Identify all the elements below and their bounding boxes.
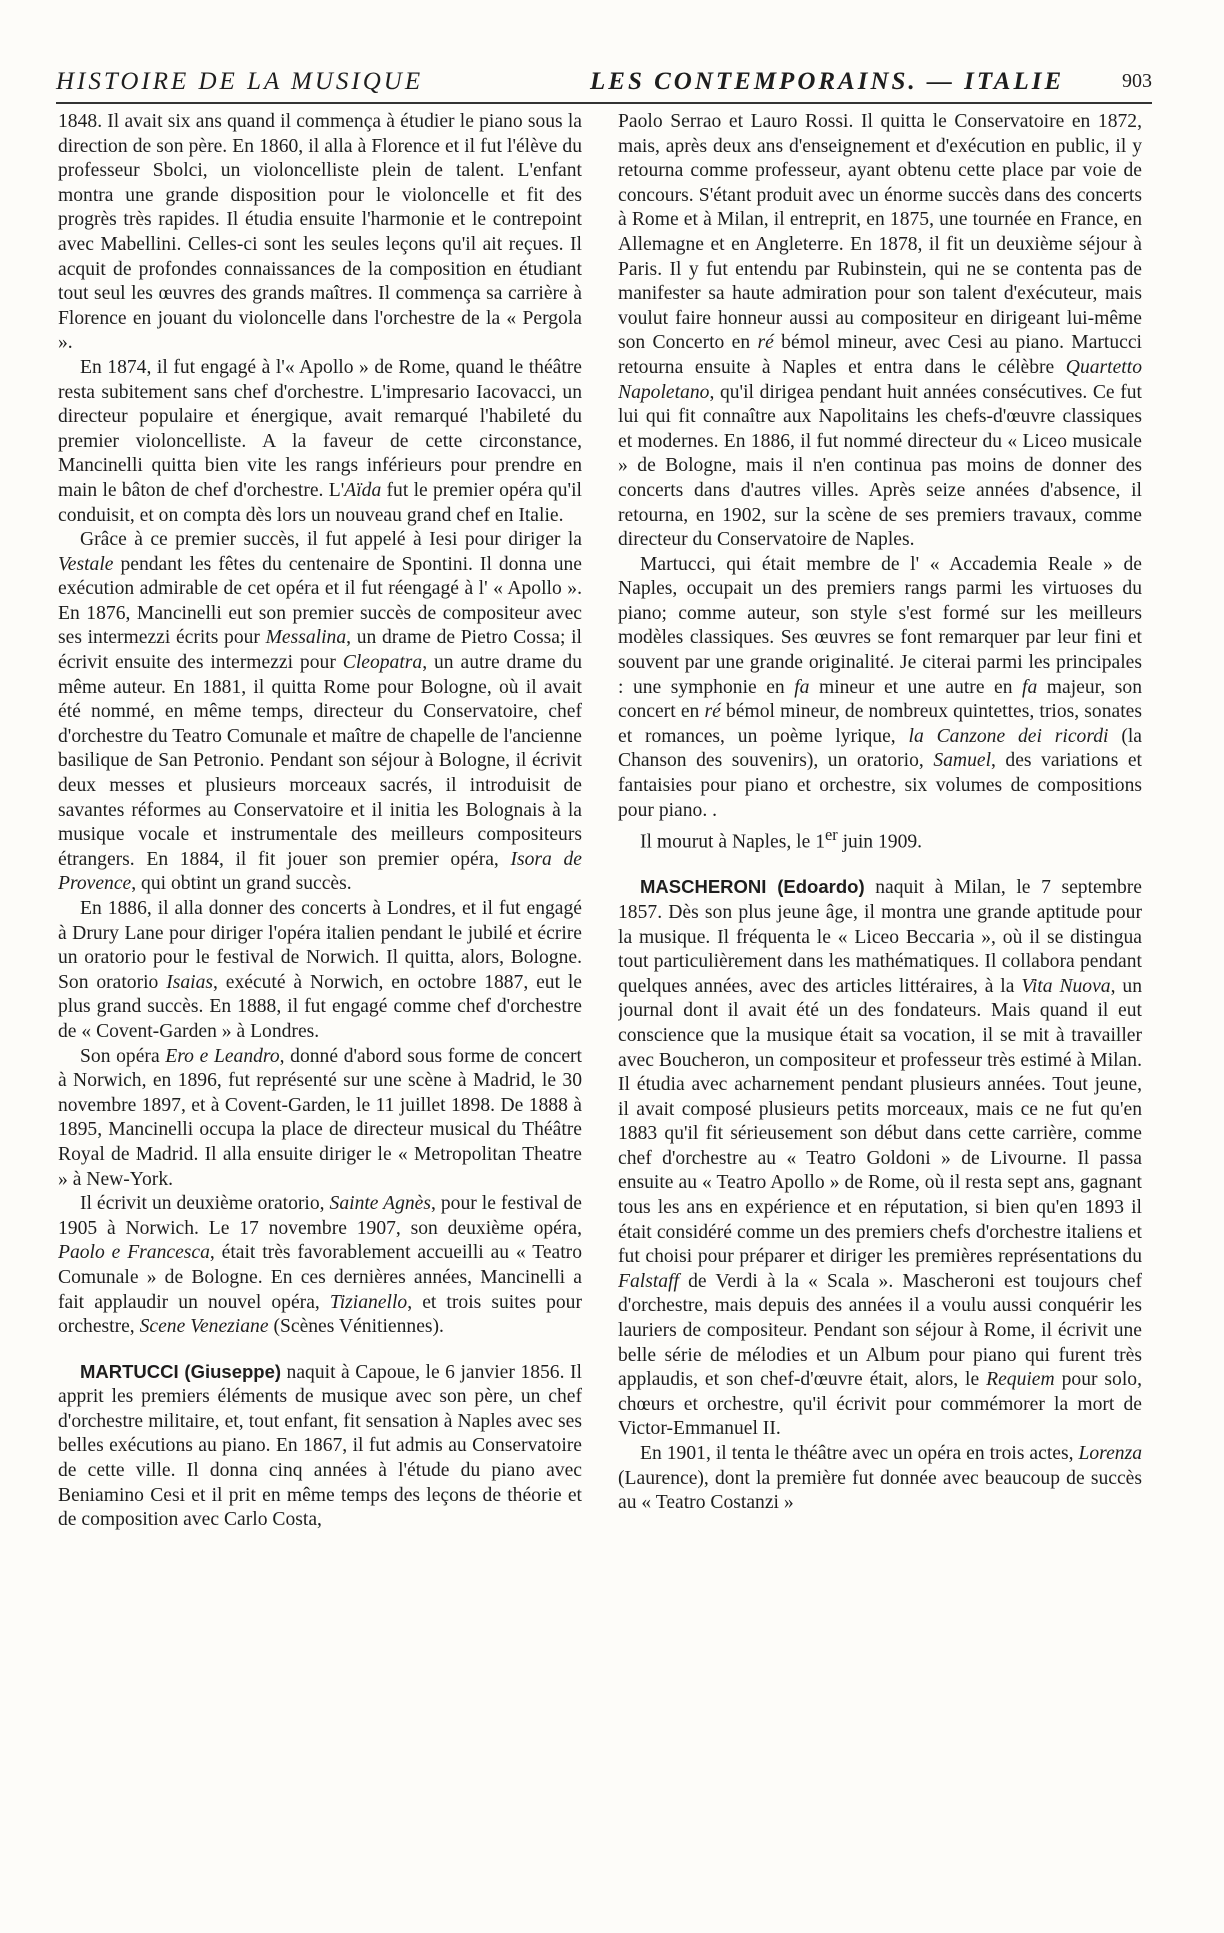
paragraph: 1848. Il avait six ans quand il commença à étudier le piano sous la direction de son père. En 1860, il alla à Florence et il fut l'élève du professeur Sbolci, un violoncelliste plein de talent. L'enfant montra une grande disposition pour le violoncelle et fit des progrès très rapides. Il étudia ensuite l'harmonie et le contrepoint avec Mabellini. Celles-ci sont les seules leçons qu'il ait reçues. Il acquit de profondes connaissances de la composition en étudiant tout seul les œuvres des grands maîtres. Il commença sa carrière à Florence en jouant du violoncelle dans l'orchestre de la « Pergola ». bbox=[58, 111, 582, 354]
entry-name: MASCHERONI (Edoardo) bbox=[640, 876, 865, 898]
work-title: Isaias bbox=[166, 971, 214, 993]
paragraph: En 1874, il fut engagé à l'« Apollo » de Rome, quand le théâtre resta subitement sans chef d'orchestre. L'impresario Iacovacci, un directeur populaire et énergique, avait remarqué l'habileté du premier violoncelliste. A la faveur de cette circonstance, Mancinelli quitta bien vite les rangs inférieurs pour prendre en main le bâton de chef d'orchestre. L'Aïda fut le premier opéra qu'il conduisit, et on compta dès lors un nouveau grand chef en Italie. bbox=[58, 356, 582, 526]
work-title: Ero e Leandro bbox=[165, 1045, 280, 1067]
paragraph: En 1901, il tenta le théâtre avec un opéra en trois actes, Lorenza (Laurence), dont la première fut donnée avec beaucoup de succès au « Teatro Costanzi » bbox=[618, 1443, 1142, 1514]
work-title: Scene Veneziane bbox=[139, 1316, 269, 1338]
biography-entry-mascheroni: MASCHERONI (Edoardo) naquit à Milan, le 7 septembre 1857. Dès son plus jeune âge, il montra une grande aptitude pour la musique. Il fréquenta le « Liceo Beccaria », où il se distingua tout particulièrement dans les mathématiques. Il collabora pendant quelques années, avec des articles littéraires, à la Vita Nuova, un journal dont il avait été un des fondateurs. Mais quand il eut conscience que la musique était sa vocation, il se mit à travailler avec Boucheron, un compositeur et professeur très estimé à Milan. Il étudia avec acharnement pendant plusieurs années. Tout jeune, il avait composé plusieurs petits morceaux, mais ce ne fut qu'en 1883 qu'il fit sérieusement son début dans cette carrière, comme chef d'orchestre au « Teatro Goldoni » de Livourne. Il passa ensuite au « Teatro Apollo » de Rome, où il resta sept ans, gagnant tous les ans en expérience et en réputation, si bien qu'en 1893 il était considéré comme un des premiers chefs d'orchestre italiens et fut choisi pour préparer et diriger les premières représentations du Falstaff de Verdi à la « Scala ». Mascheroni est toujours chef d'orchestre, mais depuis des années il a voulu aussi conquérir les lauriers de compositeur. Pendant son séjour à Rome, il écrivit une belle série de mélodies et un Album pour piano qui furent très applaudis, et son chef-d'œuvre était, alors, le Requiem pour solo, chœurs et orchestre, qu'il écrivit pour commémorer la mort de Victor-Emmanuel II. bbox=[618, 876, 1142, 1440]
paragraph: Grâce à ce premier succès, il fut appelé à Iesi pour diriger la Vestale pendant les fêtes du centenaire de Spontini. Il donna une exécution admirable de cet opéra et il fut réengagé à l' « Apollo ». En 1876, Mancinelli eut son premier succès de compositeur avec ses intermezzi écrits pour Messalina, un drame de Pietro Cossa; il écrivit ensuite des intermezzi pour Cleopatra, un autre drame du même auteur. En 1881, il quitta Rome pour Bologne, où il avait été nommé, en même temps, directeur du Conservatoire, chef d'orchestre du Teatro Comunale et maître de chapelle de l'ancienne basilique de San Petronio. Pendant son séjour à Bologne, il écrivit deux messes et plusieurs morceaux sacrés, il introduisit de savantes réformes au Conservatoire et il initia les Bolognais à la musique vocale et instrumentale des meilleurs compositeurs étrangers. En 1884, il fit jouer son premier opéra, Isora de Provence, qui obtint un grand succès. bbox=[58, 529, 582, 895]
paragraph: Son opéra Ero e Leandro, donné d'abord sous forme de concert à Norwich, en 1896, fut représenté sur une scène à Madrid, le 30 novembre 1897, et à Covent-Garden, le 11 juillet 1898. De 1888 à 1895, Mancinelli occupa la place de directeur musical du Théâtre Royal de Madrid. Il alla ensuite diriger le « Metropolitan Theatre » à New-York. bbox=[58, 1045, 582, 1190]
work-title: Tizianello bbox=[329, 1291, 408, 1313]
biography-entry-martucci: MARTUCCI (Giuseppe) naquit à Capoue, le 6 janvier 1856. Il apprit les premiers éléments de musique avec son père, un chef d'orchestre militaire, et, tout enfant, fit sensation à Naples avec ses belles exécutions au piano. En 1867, il fut admis au Conservatoire de cette ville. Il donna cinq années à l'étude du piano avec Beniamino Cesi et il prit en même temps des leçons de théorie et de composition avec Carlo Costa, bbox=[58, 1360, 582, 1531]
entry-name: MARTUCCI (Giuseppe) bbox=[80, 1360, 282, 1382]
work-title: Cleopatra bbox=[342, 652, 423, 674]
header-chapter-title: LES CONTEMPORAINS. — ITALIE bbox=[590, 68, 1065, 95]
work-title: Messalina bbox=[265, 627, 347, 649]
work-title: Quartetto Napoletano bbox=[618, 356, 1142, 403]
work-title: Paolo e Francesca bbox=[58, 1242, 210, 1264]
work-title: Vita Nuova bbox=[1021, 975, 1111, 997]
paragraph: Paolo Serrao et Lauro Rossi. Il quitta le Conservatoire en 1872, mais, après deux ans d'enseignement et d'exécution en public, il y retourna comme professeur, ayant obtenu cette place par voie de concours. S'étant produit avec un énorme succès dans des concerts à Rome et à Milan, il entreprit, en 1875, une tournée en France, en Allemagne et en Angleterre. En 1878, il fit un deuxième séjour à Paris. Il y fut entendu par Rubinstein, qui ne se contenta pas de manifester sa haute admiration pour son talent d'exécuteur, mais voulut faire honneur aussi au compositeur en dirigeant lui-même son Concerto en ré bémol mineur, avec Cesi au piano. Martucci retourna ensuite à Naples et entra dans le célèbre Quartetto Napoletano, qu'il dirigea pendant huit années consécutives. Ce fut lui qui fit connaître aux Napolitains les chefs-d'œuvre classiques et modernes. En 1886, il fut nommé directeur du « Liceo musicale » de Bologne, mais il n'en continua pas moins de donner des concerts dans d'autres villes. Après seize années d'absence, il retourna, en 1902, sur la scène de ses premiers travaux, comme directeur du Conservatoire de Naples. bbox=[618, 111, 1142, 551]
right-column bbox=[618, 110, 1142, 1910]
work-title: Aïda bbox=[344, 479, 382, 501]
work-title: Lorenza bbox=[1078, 1443, 1142, 1464]
work-title: Falstaff bbox=[618, 1270, 679, 1292]
work-title: la Canzone dei ricordi bbox=[908, 725, 1109, 747]
header-book-title: HISTOIRE DE LA MUSIQUE bbox=[56, 68, 424, 95]
work-title: Sainte Agnès bbox=[329, 1193, 432, 1215]
work-title: Samuel bbox=[933, 750, 992, 772]
work-title: Isora de Provence bbox=[58, 848, 582, 895]
page-number: 903 bbox=[1122, 70, 1152, 92]
running-header bbox=[56, 66, 1152, 104]
left-column bbox=[58, 110, 582, 1910]
paragraph: Martucci, qui était membre de l' « Accademia Reale » de Naples, occupait un des premiers rangs parmi les virtuoses du piano; comme auteur, son style s'est formé sur les meilleurs modèles classiques. Ses œuvres se font remarquer par leur fini et souvent par une grande originalité. Je citerai parmi les principales : une symphonie en fa mineur et une autre en fa majeur, son concert en ré bémol mineur, de nombreux quintettes, trios, sonates et romances, un poème lyrique, la Canzone dei ricordi (la Chanson des souvenirs), un oratorio, Samuel, des variations et fantaisies pour piano et orchestre, six volumes de compositions pour piano. . bbox=[618, 553, 1142, 821]
paragraph: Il écrivit un deuxième oratorio, Sainte Agnès, pour le festival de 1905 à Norwich. Le 17 novembre 1907, son deuxième opéra, Paolo e Francesca, était très favorablement accueilli au « Teatro Comunale » de Bologne. En ces dernières années, Mancinelli a fait applaudir un nouvel opéra, Tizianello, et trois suites pour orchestre, Scene Veneziane (Scènes Vénitiennes). bbox=[58, 1193, 582, 1338]
paragraph: En 1886, il alla donner des concerts à Londres, et il fut engagé à Drury Lane pour diriger l'opéra italien pendant le jubilé et écrire un oratorio pour le festival de Norwich. Il quitta, alors, Bologne. Son oratorio Isaias, exécuté à Norwich, en octobre 1887, eut le plus grand succès. En 1888, il fut engagé comme chef d'orchestre de « Covent-Garden » à Londres. bbox=[58, 898, 582, 1042]
work-title: Vestale bbox=[58, 553, 114, 575]
paragraph: Il mourut à Naples, le 1er juin 1909. bbox=[640, 825, 923, 853]
work-title: Requiem bbox=[986, 1369, 1055, 1391]
